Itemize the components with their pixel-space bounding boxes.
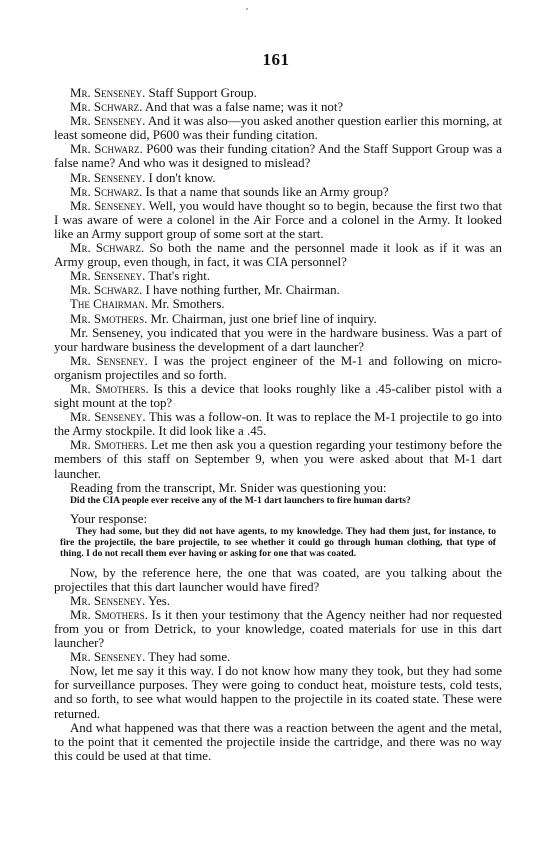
paragraph-text: Mr. Chairman, just one brief line of inquiry. <box>147 311 377 326</box>
paragraph-text: Now, by the reference here, the one that was coated, are you talking about the projectiles that this dart launcher would have fired? <box>54 565 502 594</box>
paragraph-text: Mr. Smothers. <box>147 297 225 312</box>
paragraph-text: Well, you would have thought so to begin, because the first two that I was aware of were a colonel in the Air Force and a colonel in the Army. It looked like an Army support group of some sort at the start. <box>54 198 502 241</box>
transcript-part-before-quote <box>54 86 502 495</box>
speaker-name: Mr. Smothers. <box>70 381 149 396</box>
speaker-name: Mr. Senseney. <box>70 170 146 185</box>
transcript-paragraph <box>54 185 502 199</box>
speaker-name: Mr. Schwarz. <box>70 100 143 115</box>
speaker-name: Mr. Senseney. <box>70 593 146 608</box>
scan-speck <box>246 8 248 10</box>
speaker-name: Mr. Schwarz. <box>70 283 143 298</box>
paragraph-text: Is that a name that sounds like an Army group? <box>142 184 389 199</box>
transcript-paragraph <box>54 721 502 763</box>
transcript-part-after-quote <box>54 566 502 763</box>
speaker-name: Mr. Schwarz. <box>70 241 145 256</box>
transcript-paragraph <box>54 438 502 480</box>
transcript-paragraph <box>54 199 502 241</box>
paragraph-text: And that was a false name; was it not? <box>142 100 344 115</box>
paragraph-text: P600 was their funding citation? And the Staff Support Group was a false name? And who was it designed to mislead? <box>54 142 502 171</box>
transcript-paragraph <box>54 297 502 311</box>
paragraph-text: Now, let me say it this way. I do not know how many they took, but they had some for surveillance purposes. They were going to conduct heat, moisture tests, cold tests, and so forth, to see what would happen to the projectile in its coated state. These were returned. <box>54 664 502 721</box>
paragraph-text: They had some. <box>145 650 231 665</box>
speaker-name: Mr. Senseney. <box>70 86 146 100</box>
paragraph-text: That's right. <box>145 269 211 284</box>
speaker-name: Mr. Senseney. <box>70 353 148 368</box>
paragraph-text: I was the project engineer of the M-1 and following on micro-organism projectiles and so forth. <box>54 353 502 382</box>
page-number: 161 <box>262 50 290 69</box>
paragraph-text: Staff Support Group. <box>145 86 257 100</box>
transcript-paragraph <box>54 382 502 410</box>
transcript-paragraph <box>54 354 502 382</box>
transcript-paragraph <box>54 100 502 114</box>
transcript-body <box>54 86 502 763</box>
transcript-paragraph <box>54 312 502 326</box>
paragraph-text: I don't know. <box>145 170 216 185</box>
paragraph-text: And what happened was that there was a reaction between the agent and the metal, to the point that it cemented the projectile inside the cartridge, and there was no way this could be used at that time. <box>54 720 502 763</box>
transcript-paragraph <box>54 241 502 269</box>
transcript-paragraph <box>54 410 502 438</box>
paragraph-text: Yes. <box>145 593 171 608</box>
transcript-paragraph <box>54 481 502 495</box>
quoted-question: Did the CIA people ever receive any of the M-1 dart launchers to fire human darts? <box>70 494 411 506</box>
paragraph-text: This was a follow-on. It was to replace the M-1 projectile to go into the Army stockpile. It did look like a .45. <box>54 410 502 439</box>
speaker-name: Mr. Smothers. <box>70 311 148 326</box>
speaker-name: Mr. Smothers. <box>70 438 148 453</box>
paragraph-text: And it was also—you asked another question earlier this morning, at least someone did, P600 was their funding citation. <box>54 114 502 143</box>
speaker-name: Mr. Senseney. <box>70 198 146 213</box>
transcript-paragraph <box>54 594 502 608</box>
transcript-paragraph <box>54 326 502 354</box>
response-label: Your response: <box>70 511 148 526</box>
speaker-name: Mr. Schwarz. <box>70 142 143 157</box>
transcript-paragraph <box>54 608 502 650</box>
transcript-paragraph <box>54 114 502 142</box>
speaker-name: Mr. Schwarz. <box>70 184 143 199</box>
paragraph-text: Let me then ask you a question regarding your testimony before the members of this staff on September 9, when you were asked about that M-1 dart launcher. <box>54 438 502 481</box>
speaker-name: Mr. Senseney. <box>70 269 146 284</box>
paragraph-text: Reading from the transcript, Mr. Snider was questioning you: <box>70 480 387 495</box>
paragraph-text: I have nothing further, Mr. Chairman. <box>142 283 340 298</box>
paragraph-text: Mr. Senseney, you indicated that you were in the hardware business. Was a part of your hardware business the development of a dart launcher? <box>54 325 502 354</box>
transcript-paragraph <box>54 86 502 100</box>
transcript-paragraph <box>54 142 502 170</box>
transcript-paragraph <box>54 566 502 594</box>
paragraph-text: So both the name and the personnel made it look as if it was an Army group, even though, in fact, it was CIA personnel? <box>54 241 502 270</box>
speaker-name: Mr. Smothers. <box>70 607 148 622</box>
quoted-answer: They had some, but they did not have agents, to my knowledge. They had them just, for instance, to fire the projectile, the bare projectile, to see whether it could go through human clothing, that type of thing. I do not recall them ever having or asking for one that was coated. <box>60 526 496 560</box>
paragraph-text: Is it then your testimony that the Agency neither had nor requested from you or from Detrick, to your knowledge, coated materials for use in this dart launcher? <box>54 607 502 651</box>
transcript-paragraph <box>54 171 502 185</box>
speaker-name: Mr. Senseney. <box>70 650 146 665</box>
speaker-name: Mr. Senseney. <box>70 114 146 129</box>
transcript-paragraph <box>54 664 502 720</box>
paragraph-text: Is this a device that looks roughly like a .45-caliber pistol with a sight mount at the top? <box>54 381 502 411</box>
speaker-name: The Chairman. <box>70 297 148 312</box>
transcript-paragraph <box>54 283 502 297</box>
transcript-paragraph <box>54 650 502 664</box>
transcript-paragraph <box>54 269 502 283</box>
speaker-name: Mr. Senseney. <box>70 410 146 425</box>
